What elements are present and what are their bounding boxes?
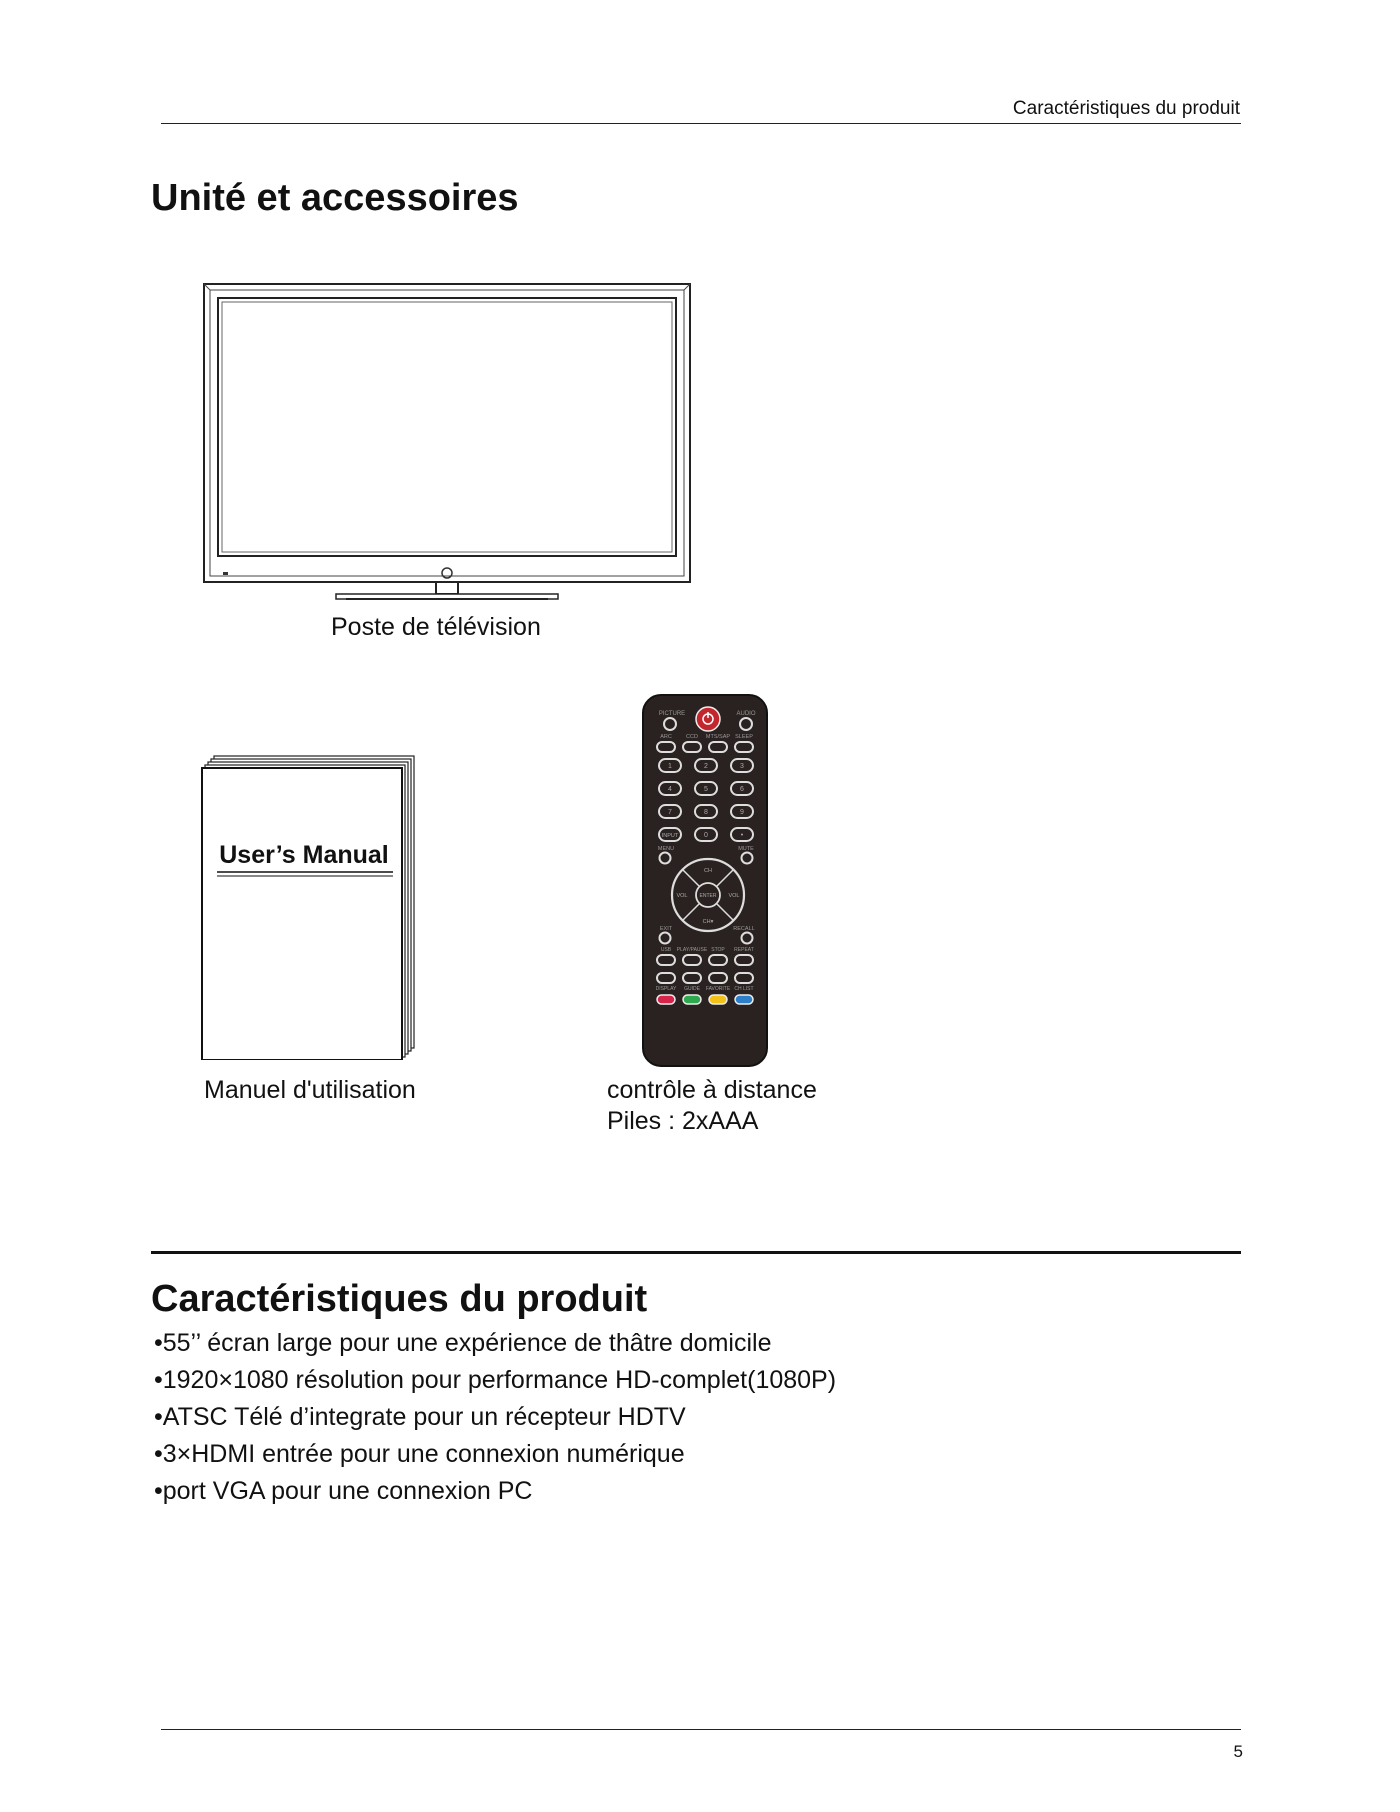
list-item: •55’’ écran large pour une expérience de thâtre domicile: [154, 1329, 772, 1357]
page-number: 5: [1233, 1742, 1243, 1761]
header-rule: [161, 123, 1241, 124]
list-item: •1920×1080 résolution pour performance HD-complet(1080P): [154, 1366, 837, 1394]
key-3: 3: [740, 763, 744, 770]
ch-down-label: CH▾: [702, 919, 714, 925]
remote-label-stop: STOP: [711, 947, 725, 953]
list-item: •3×HDMI entrée pour une connexion numérique: [154, 1440, 685, 1468]
tv-caption: Poste de télévision: [331, 613, 541, 641]
enter-label: ENTER: [699, 893, 717, 899]
key-5: 5: [704, 786, 708, 793]
remote-label-mts: MTS/SAP: [705, 734, 731, 740]
remote-label-sleep: SLEEP: [735, 734, 753, 740]
list-item: •ATSC Télé d’integrate pour un récepteur HDTV: [154, 1403, 686, 1431]
tv-illustration: [200, 280, 700, 610]
key-2: 2: [704, 763, 708, 770]
remote-label-arc: ARC: [660, 734, 672, 740]
vol-minus-label: VOL: [676, 893, 688, 899]
remote-label-display: DISPLAY: [655, 986, 677, 992]
remote-label-mute: MUTE: [738, 846, 754, 852]
key-4: 4: [668, 786, 672, 793]
remote-label-audio: AUDIO: [736, 711, 756, 717]
ch-up-label: CH: [704, 868, 712, 874]
red-key: [657, 995, 675, 1004]
remote-power-button: [696, 707, 720, 731]
running-header: Caractéristiques du produit: [1012, 98, 1240, 119]
remote-label-favorite: FAVORITE: [705, 986, 731, 992]
remote-label-menu: MENU: [657, 846, 675, 852]
section-divider: [151, 1251, 1241, 1254]
manual-illustration: [200, 755, 425, 1060]
key-6: 6: [740, 786, 744, 793]
green-key: [683, 995, 701, 1004]
remote-label-usb: USB: [660, 947, 672, 953]
vol-plus-label: VOL: [728, 893, 740, 899]
manual-cover-text: User’s Manual: [219, 841, 389, 869]
remote-label-playpause: PLAY/PAUSE: [676, 947, 708, 953]
key-7: 7: [668, 809, 672, 816]
remote-label-ccd: CCD: [686, 734, 698, 740]
key-dot: •: [740, 832, 744, 839]
key-0: 0: [704, 832, 708, 839]
remote-label-recall: RECALL: [733, 926, 755, 932]
remote-illustration: [640, 692, 770, 1069]
yellow-key: [709, 995, 727, 1004]
remote-caption: [607, 1075, 817, 1137]
blue-key: [735, 995, 753, 1004]
remote-label-guide: GUIDE: [684, 986, 700, 992]
footer-rule: [161, 1729, 1241, 1730]
remote-caption-line1: contrôle à distance: [607, 1076, 817, 1104]
remote-label-repeat: REPEAT: [734, 947, 754, 953]
section-title-unit: Unité et accessoires: [151, 177, 519, 219]
remote-label-picture: PICTURE: [658, 711, 686, 717]
remote-caption-line2: Piles : 2xAAA: [607, 1107, 759, 1135]
list-item: •port VGA pour une connexion PC: [154, 1477, 533, 1505]
remote-label-exit: EXIT: [659, 926, 673, 932]
key-9: 9: [740, 809, 744, 816]
remote-label-chlist: CH LIST: [734, 986, 754, 992]
section-title-features: Caractéristiques du produit: [151, 1278, 648, 1320]
key-input: INPUT: [661, 833, 679, 839]
key-1: 1: [668, 763, 672, 770]
key-8: 8: [704, 809, 708, 816]
manual-caption: Manuel d'utilisation: [204, 1076, 416, 1104]
feature-list: [154, 1325, 836, 1510]
